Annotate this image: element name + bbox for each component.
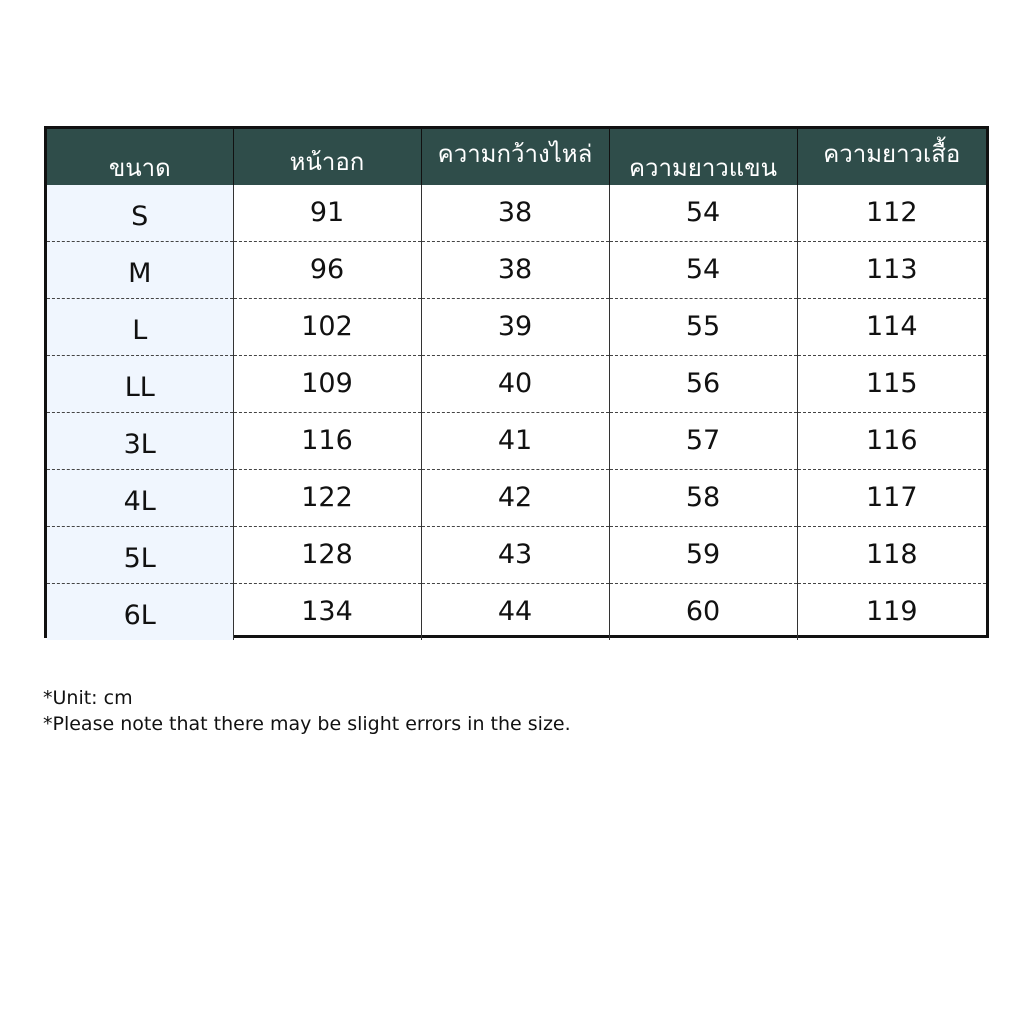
header-body-length	[797, 129, 986, 185]
chest-cell: 91	[233, 185, 421, 242]
size-value: 6L	[123, 600, 156, 631]
chest-cell: 134	[233, 584, 421, 641]
length-cell: 114	[797, 299, 986, 356]
length-cell: 115	[797, 356, 986, 413]
size-value: LL	[124, 372, 155, 403]
size-cell	[47, 242, 233, 299]
shoulder-cell: 44	[421, 584, 609, 641]
header-sleeve-length-label: ความยาวแขน	[628, 154, 778, 182]
length-cell: 116	[797, 413, 986, 470]
chest-cell: 109	[233, 356, 421, 413]
size-cell	[47, 185, 233, 242]
length-cell: 119	[797, 584, 986, 641]
size-table	[47, 129, 986, 640]
sleeve-cell: 60	[609, 584, 797, 641]
size-cell	[47, 527, 233, 584]
table-row	[47, 527, 986, 584]
length-cell: 118	[797, 527, 986, 584]
chest-cell: 96	[233, 242, 421, 299]
table-row	[47, 470, 986, 527]
table-row	[47, 242, 986, 299]
chest-cell: 122	[233, 470, 421, 527]
chest-cell: 102	[233, 299, 421, 356]
sleeve-cell: 57	[609, 413, 797, 470]
header-sleeve-length	[609, 129, 797, 185]
chest-cell: 116	[233, 413, 421, 470]
length-cell: 112	[797, 185, 986, 242]
size-value: 5L	[123, 543, 156, 574]
size-value: 3L	[123, 429, 156, 460]
length-cell: 113	[797, 242, 986, 299]
sleeve-cell: 54	[609, 242, 797, 299]
header-shoulder-width	[421, 129, 609, 185]
header-size-label: ขนาด	[108, 154, 171, 182]
table-header-row	[47, 129, 986, 185]
table-row	[47, 299, 986, 356]
header-chest	[233, 129, 421, 185]
size-value: 4L	[123, 486, 156, 517]
table-row	[47, 413, 986, 470]
size-cell	[47, 356, 233, 413]
sleeve-cell: 56	[609, 356, 797, 413]
size-notes	[43, 685, 571, 737]
shoulder-cell: 38	[421, 242, 609, 299]
table-row	[47, 356, 986, 413]
sleeve-cell: 59	[609, 527, 797, 584]
size-cell	[47, 299, 233, 356]
length-cell: 117	[797, 470, 986, 527]
header-size	[47, 129, 233, 185]
sleeve-cell: 58	[609, 470, 797, 527]
size-cell	[47, 470, 233, 527]
size-value: L	[132, 315, 148, 346]
size-value: S	[131, 201, 149, 232]
unit-note: *Unit: cm	[43, 687, 133, 709]
size-chart-table	[44, 126, 989, 638]
chest-cell: 128	[233, 527, 421, 584]
header-body-length-label: ความยาวเสื้อ	[823, 140, 961, 168]
shoulder-cell: 41	[421, 413, 609, 470]
size-cell	[47, 413, 233, 470]
shoulder-cell: 38	[421, 185, 609, 242]
table-row	[47, 584, 986, 641]
table-row	[47, 185, 986, 242]
sleeve-cell: 54	[609, 185, 797, 242]
header-shoulder-width-label: ความกว้างไหล่	[437, 140, 593, 168]
sleeve-cell: 55	[609, 299, 797, 356]
header-chest-label: หน้าอก	[289, 148, 365, 176]
shoulder-cell: 40	[421, 356, 609, 413]
shoulder-cell: 42	[421, 470, 609, 527]
size-value: M	[128, 258, 152, 289]
disclaimer-note: *Please note that there may be slight errors in the size.	[43, 713, 571, 735]
size-cell	[47, 584, 233, 641]
shoulder-cell: 39	[421, 299, 609, 356]
shoulder-cell: 43	[421, 527, 609, 584]
